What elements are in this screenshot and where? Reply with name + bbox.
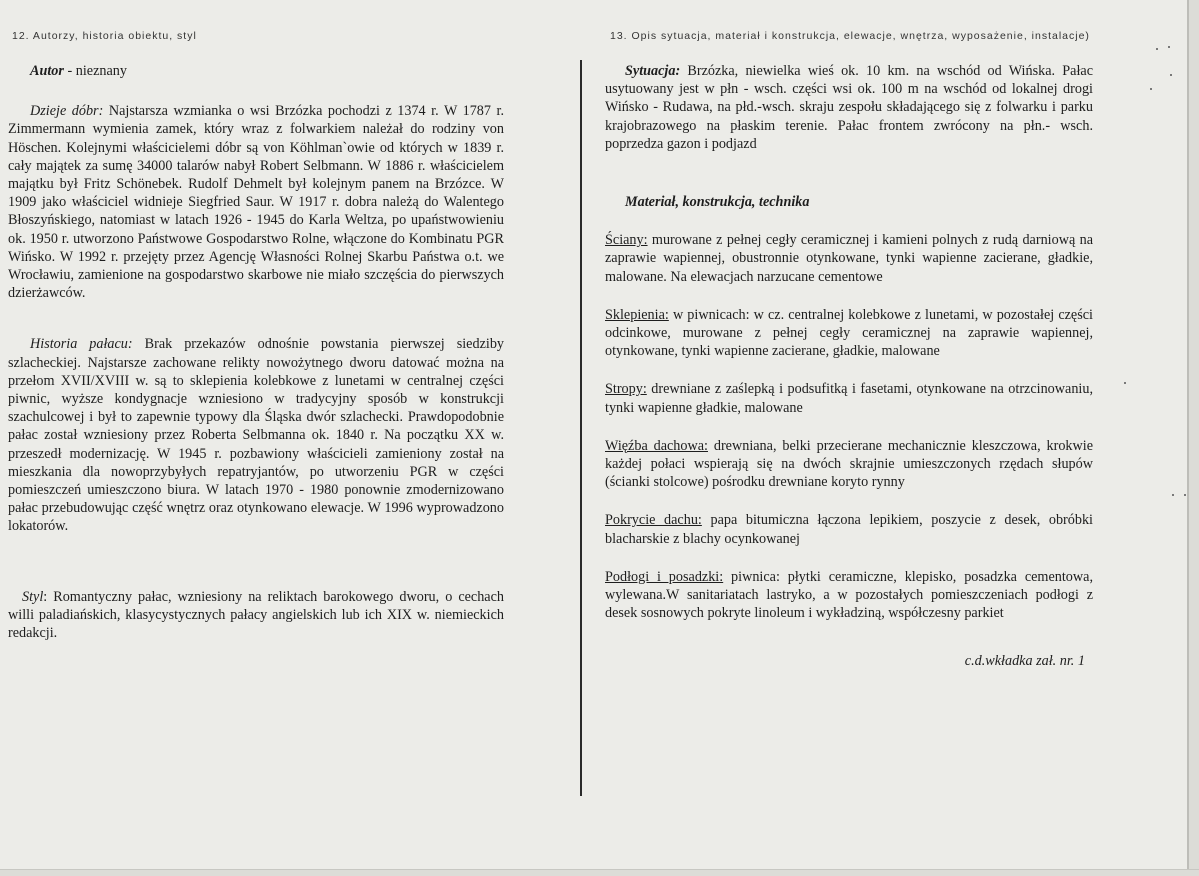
scan-speck [1124,382,1126,384]
scan-speck [1156,48,1158,50]
estate-history-paragraph [8,102,504,302]
roofing-paragraph [605,511,1093,547]
walls-label: Ściany: [605,232,648,249]
scan-speck [1184,494,1186,496]
situation-text: Brzózka, niewielka wieś ok. 10 km. na wschód od Wińska. Pałac usytuowany jest w płn - wsch. części wsi ok. 100 m na wschód od lokalnej drogi Wińsko - Rudawa, na płd.-wsch. skraju zespołu składającego się z folwarku i parku krajobrazowego na płaskim terenie. Pałac frontem zwrócony na płn.- wsch. poprzedza gazon i podjazd [605,63,1093,152]
scan-speck [1168,46,1170,48]
section-12-header: 12. Autorzy, historia obiektu, styl [12,30,197,42]
roofing-label: Pokrycie dachu: [605,512,702,529]
continuation-note: c.d.wkładka zał. nr. 1 [964,653,1085,670]
vaults-paragraph [605,306,1093,361]
palace-history-label: Historia pałacu: [30,336,133,353]
scan-speck [1150,88,1152,90]
ceilings-paragraph [605,380,1093,416]
roof-truss-text: drewniana, belki przecierane mechanicznie kleszczowa, krokwie każdej połaci wspierają się na dwóch skrajnie umieszczonych rzędach słupów (ścianki stolcowe) pośrodku drewniane koryto rynny [605,437,1093,491]
author-label: Autor [30,63,64,79]
left-column [8,62,504,642]
ceilings-text: drewniane z zaślepką i podsufitką i fasetami, otynkowane na otrzcinowaniu, tynki wapienne gładkie, malowane [605,381,1093,416]
author-paragraph [8,62,504,80]
scan-speck [1170,74,1172,76]
ceilings-label: Stropy: [605,381,647,398]
paper-right-edge [1187,0,1199,876]
situation-label: Sytuacja: [625,63,681,79]
scan-speck [1172,494,1174,496]
section-13-header: 13. Opis sytuacja, materiał i konstrukcja, elewacje, wnętrza, wyposażenie, instalacje) [610,30,1090,42]
roof-truss-paragraph [605,437,1093,492]
estate-history-label: Dzieje dóbr: [30,103,104,120]
palace-history-paragraph [8,335,504,535]
floors-label: Podłogi i posadzki: [605,568,724,585]
roof-truss-label: Więźba dachowa: [605,437,708,454]
estate-history-text: Najstarsza wzmianka o wsi Brzózka pochodzi z 1374 r. W 1787 r. Zimmermann wymienia zamek, który wraz z folwarkiem należał do rodziny von Höschen. Kolejnymi właścicielemi dóbr są von Köhlman`owie od których w 1839 r. cały majątek za sumę 34000 talarów nabył Robert Selbmann. W 1886 r. właścicielem majątku był Fritz Schönebek. Rudolf Dehmelt był kolejnym panem na Brzózce. W 1909 jako właściciel widnieje Siegfried Saur. W 1917 r. dobra należą do Walentego Błoszyńskiego, natomiast w latach 1926 - 1945 do Karla Weltza, po upaństwowieniu ok. 1950 r. utworzono Państwowe Gospodarstwo Rolne, włączone do Kombinatu PGR Wińsko. W 1992 r. przejęty przez Agencję Własności Rolnej Skarbu Państwa o.t. we Wrocławiu, zamienione na gospodarstwo skarbowe nie miało szczęścia do pierwszych dzierżawców. [8,103,504,302]
style-text: : Romantyczny pałac, wzniesiony na reliktach barokowego dworu, o cechach willi paladiańskich, klasycystycznych pałacy angielskich lub ich XIX w. niemieckich redakcji. [8,588,504,642]
vaults-text: w piwnicach: w cz. centralnej kolebkowe z lunetami, w pozostałej części odcinkowe, murowane z pełnej cegły ceramicznej na zaprawie wapiennej, otynkowane, tynki wapienne zacierane, gładkie, malowane [605,306,1093,360]
floors-text: piwnica: płytki ceramiczne, klepisko, posadzka cementowa, wylewana.W sanitariatach lastryko, a w pozostałych pomieszczeniach podłogi z desek sosnowych pokryte linoleum i wykładziną, współczesny parkiet [605,568,1093,622]
walls-text: murowane z pełnej cegły ceramicznej i kamieni polnych z rudą darniową na zaprawie wapiennej, obustronnie otynkowane, tynki wapienne zacierane, gładkie, malowane. Na elewacjach narzucane cementowe [605,232,1093,285]
style-label: Styl [22,588,44,605]
right-column [605,62,1093,671]
roofing-text: papa bitumiczna łączona lepikiem, poszycie z desek, obróbki blacharskie z blachy ocynkowanej [605,512,1094,547]
author-text: - nieznany [63,63,127,79]
walls-paragraph [605,231,1093,286]
material-heading: Materiał, konstrukcja, technika [625,194,810,211]
floors-paragraph [605,568,1093,623]
style-paragraph [8,588,504,643]
column-divider [580,60,582,796]
situation-paragraph [605,62,1093,153]
vaults-label: Sklepienia: [605,306,669,323]
palace-history-text: Brak przekazów odnośnie powstania pierwszej siedziby szlacheckiej. Najstarsze zachowane relikty nowożytnego dworu datować można na przełom XVII/XVIII w. są to sklepienia kolebkowe z lunetami w centralnej części piwnic, wyższe kondygnacje wzniesiono w tradycyjny sposób w konstrukcji szachulcowej i był to zapewnie typowy dla Śląska dwór szlachecki. Prawdopodobnie pałac został wzniesiony przez Roberta Selbmanna ok. 1840 r. Na początku XX w. przeszedł modernizację. W 1945 r. pozbawiony właścicieli zamieniony został na mieszkania dla nowoprzybyłych repatryjantów, po utworzeniu PGR w części pomieszczeń umieszczono biura. W latach 1970 - 1980 ponownie zmodernizowano pałac przebudowując część wnętrz oraz otynkowano elewacje. W 1996 wyprowadzono lokatorów. [8,336,505,535]
paper-bottom-edge [0,869,1199,876]
